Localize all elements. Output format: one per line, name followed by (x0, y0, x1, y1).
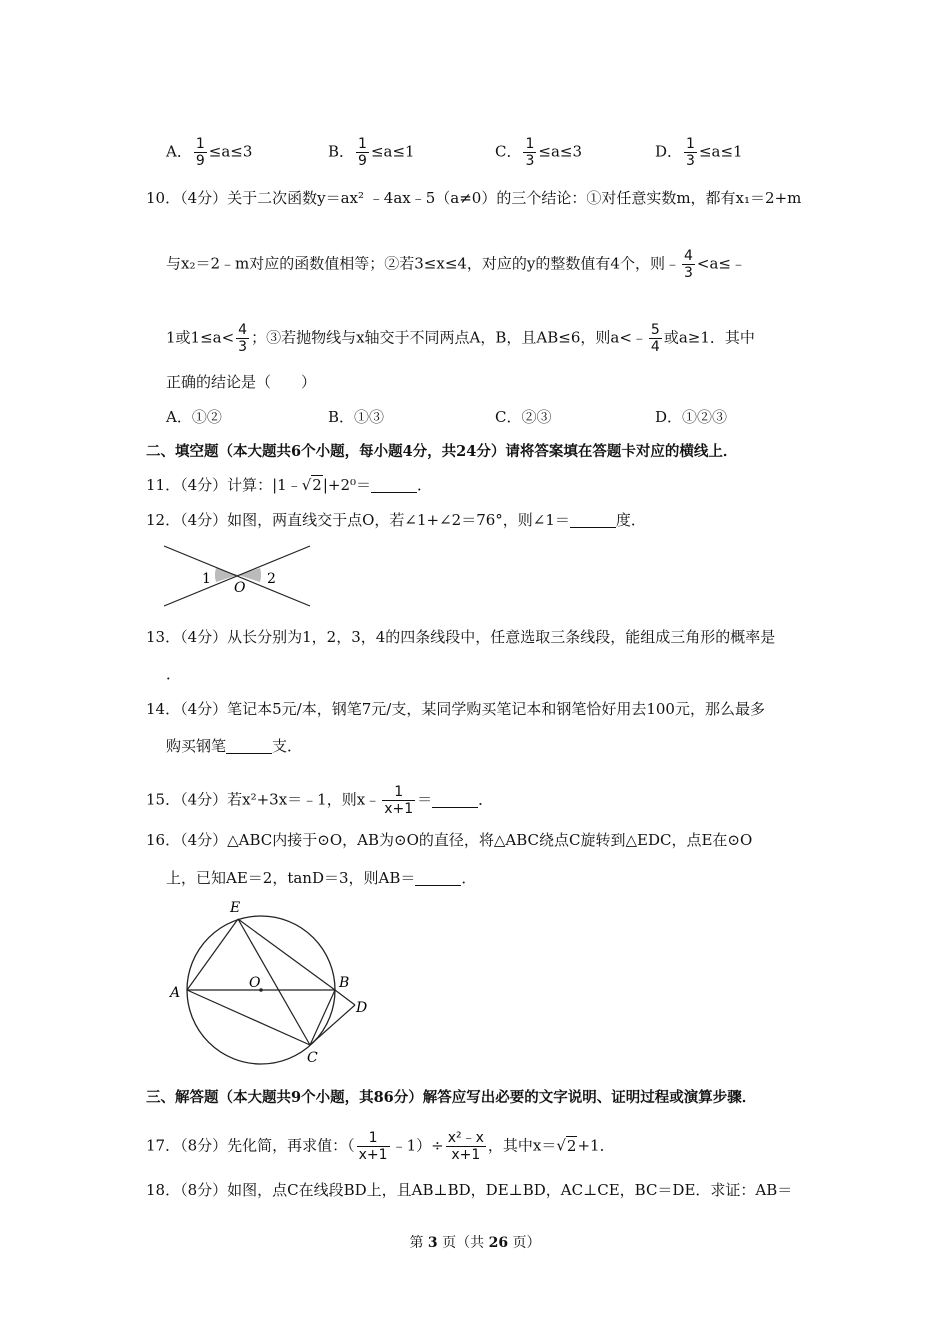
q12-answer-blank[interactable] (570, 513, 616, 528)
q9-option-b: B． $\frac{1}{9}$ ≤a≤1 (328, 136, 415, 169)
q10-option-b: B．①③ (328, 408, 385, 426)
q12: 12．（4分）如图，两直线交于点O，若∠1+∠2＝76°，则∠1＝ 度． (146, 511, 646, 529)
q9-option-a: A． $\frac{1}{9}$ ≤a≤3 (166, 136, 253, 169)
q10-option-d: D．①②③ (655, 408, 728, 426)
q13-line1: 13．（4分）从长分别为1，2，3，4的四条线段中，任意选取三条线段，能组成三角形的概率是 (146, 628, 776, 646)
q16-point-a-label: A (170, 985, 181, 1001)
q16-answer-blank[interactable] (415, 871, 461, 886)
q10-option-a: A．①② (166, 408, 222, 426)
page-footer: 第 3 页（共 26 页） (409, 1235, 541, 1251)
q9-option-d: D． $\frac{1}{3}$ ≤a≤1 (655, 136, 743, 169)
section-3-heading: 三、解答题（本大题共9个小题，其86分）解答应写出必要的文字说明、证明过程或演算步骤． (146, 1089, 757, 1106)
q10-line2: 与x₂＝2﹣m对应的函数值相等；②若3≤x≤4，对应的y的整数值有4个，则﹣ $\frac{4}{3}$ <a≤﹣ (166, 248, 746, 281)
q11: 11．（4分）计算：|1﹣√2|+2⁰＝ ． (146, 476, 433, 494)
q12-point-o-label: O (234, 580, 246, 596)
q11-answer-blank[interactable] (371, 478, 417, 493)
q10-line3: 1或1≤a< $\frac{4}{3}$ ；③若抛物线与x轴交于不同两点A，B，且AB≤6，则a<﹣ $\frac{5}{4}$ 或a≥1．其中 (166, 322, 755, 355)
q12-figure (160, 540, 315, 610)
q18-line1: 18．（8分）如图，点C在线段BD上，且AB⊥BD，DE⊥BD，AC⊥CE，BC＝DE．求证：AB＝ (146, 1181, 793, 1199)
q10-line4: 正确的结论是（ ） (166, 373, 317, 391)
page-total: 26 (488, 1235, 509, 1251)
q16-figure (160, 895, 380, 1070)
q10-line1: 10．（4分）关于二次函数y＝ax² ﹣4ax﹣5（a≠0）的三个结论：①对任意实数m，都有x₁＝2+m (146, 189, 802, 207)
q16-point-b-label: B (339, 975, 350, 991)
q15: 15．（4分）若x²+3x＝﹣1，则x﹣ $\frac{1}{x+1}$ ＝ ． (146, 784, 494, 817)
q9-option-c: C． $\frac{1}{3}$ ≤a≤3 (495, 136, 583, 169)
page-number: 3 (427, 1235, 438, 1251)
q14-line1: 14．（4分）笔记本5元/本，钢笔7元/支，某同学购买笔记本和钢笔恰好用去100元，那么最多 (146, 700, 765, 718)
q14-line2: 购买钢笔 支． (166, 737, 303, 755)
q14-answer-blank[interactable] (226, 739, 272, 754)
q16-line1: 16．（4分）△ABC内接于⊙O，AB为⊙O的直径，将△ABC绕点C旋转到△EDC，点E在⊙O (146, 831, 753, 849)
q10-option-c: C．②③ (495, 408, 552, 426)
q12-angle-2-label: 2 (267, 571, 276, 587)
q16-point-d-label: D (356, 1000, 368, 1016)
q16-point-c-label: C (307, 1050, 318, 1066)
q12-angle-1-label: 1 (202, 571, 211, 587)
q15-answer-blank[interactable] (432, 793, 478, 808)
q17: 17．（8分）先化简，再求值：（ $\frac{1}{x+1}$ ﹣1）÷ $\frac{\text{x²﹣x}}{x+1}$ ，其中x＝√2+1． (146, 1130, 615, 1163)
q16-line2: 上，已知AE＝2，tanD＝3，则AB＝ ． (166, 869, 477, 887)
q13-line2: ． (166, 665, 182, 683)
q16-point-o-label: O (249, 975, 261, 991)
section-2-heading: 二、填空题（本大题共6个小题，每小题4分，共24分）请将答案填在答题卡对应的横线上． (146, 443, 738, 460)
q16-point-e-label: E (230, 900, 241, 916)
